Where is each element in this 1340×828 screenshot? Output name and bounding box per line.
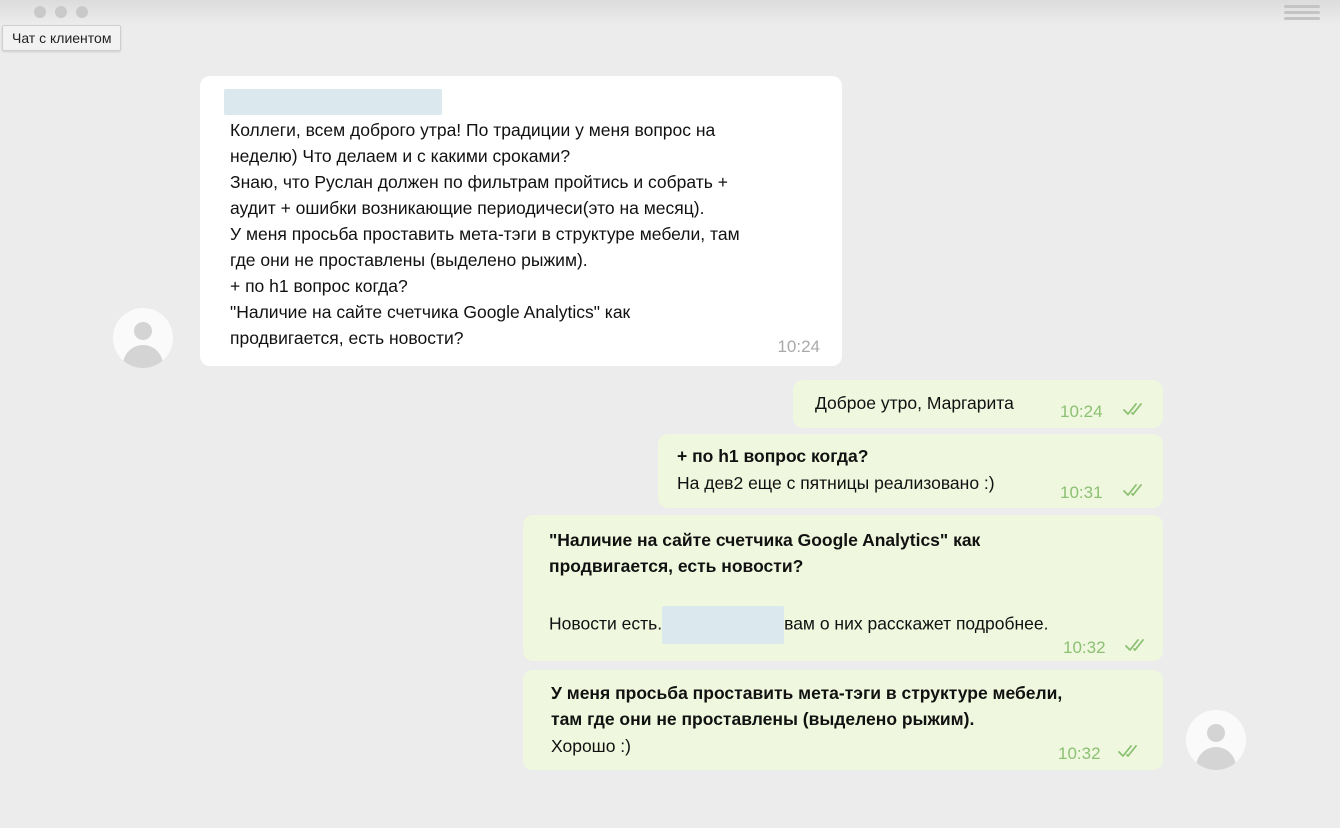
sender-name-redacted [224, 89, 442, 115]
quoted-text: "Наличие на сайте счетчика Google Analytics" как [549, 530, 981, 550]
message-text-after: вам о них расскажет подробнее. [784, 613, 1049, 634]
message-time: 10:31 [1060, 483, 1103, 502]
hamburger-menu-icon[interactable] [1284, 2, 1320, 24]
outgoing-message [523, 670, 1163, 770]
window-titlebar [0, 0, 1340, 24]
redacted-name [662, 606, 784, 644]
message-line: продвигается, есть новости? [230, 328, 464, 348]
message-time: 10:32 [1058, 744, 1101, 763]
message-time: 10:32 [1063, 638, 1106, 657]
message-line: неделю) Что делаем и с какими сроками? [230, 146, 571, 166]
outgoing-message [793, 380, 1163, 428]
message-line: У меня просьба проставить мета-тэги в структуре мебели, там [230, 224, 740, 244]
window-controls [34, 6, 88, 18]
message-line: аудит + ошибки возникающие периодичеси(это на месяц). [230, 198, 705, 218]
quoted-text: там где они не проставлены (выделено рыжим). [551, 709, 975, 729]
sender-avatar-icon[interactable] [113, 308, 173, 368]
message-line: Коллеги, всем доброго утра! По традиции у меня вопрос на [230, 120, 716, 140]
user-avatar-icon[interactable] [1186, 710, 1246, 770]
double-check-icon [1123, 402, 1149, 416]
message-text-before: Новости есть. [549, 613, 663, 634]
message-line: Знаю, что Руслан должен по фильтрам пройтись и собрать + [230, 172, 728, 192]
message-text: Доброе утро, Маргарита [815, 393, 1014, 413]
message-line: где они не проставлены (выделено рыжим). [230, 250, 588, 270]
message-text: Хорошо :) [551, 736, 631, 756]
message-time: 10:24 [1060, 402, 1103, 421]
quoted-text: продвигается, есть новости? [549, 556, 804, 576]
window-tag-label: Чат с клиентом [2, 25, 121, 51]
outgoing-message [658, 434, 1163, 508]
message-text: На дев2 еще с пятницы реализовано :) [677, 473, 995, 493]
incoming-message [200, 76, 842, 366]
maximize-dot-icon[interactable] [76, 6, 88, 18]
close-dot-icon[interactable] [34, 6, 46, 18]
message-time: 10:24 [777, 337, 820, 356]
message-line: + по h1 вопрос когда? [230, 276, 408, 296]
quoted-text: У меня просьба проставить мета-тэги в структуре мебели, [551, 683, 1063, 703]
minimize-dot-icon[interactable] [55, 6, 67, 18]
outgoing-message [523, 515, 1163, 661]
message-text [549, 606, 1048, 644]
message-line: "Наличие на сайте счетчика Google Analytics" как [230, 302, 631, 322]
incoming-message-text [230, 117, 740, 351]
quoted-text: + по h1 вопрос когда? [677, 446, 869, 466]
double-check-icon [1118, 744, 1144, 758]
double-check-icon [1125, 638, 1151, 652]
double-check-icon [1123, 483, 1149, 497]
